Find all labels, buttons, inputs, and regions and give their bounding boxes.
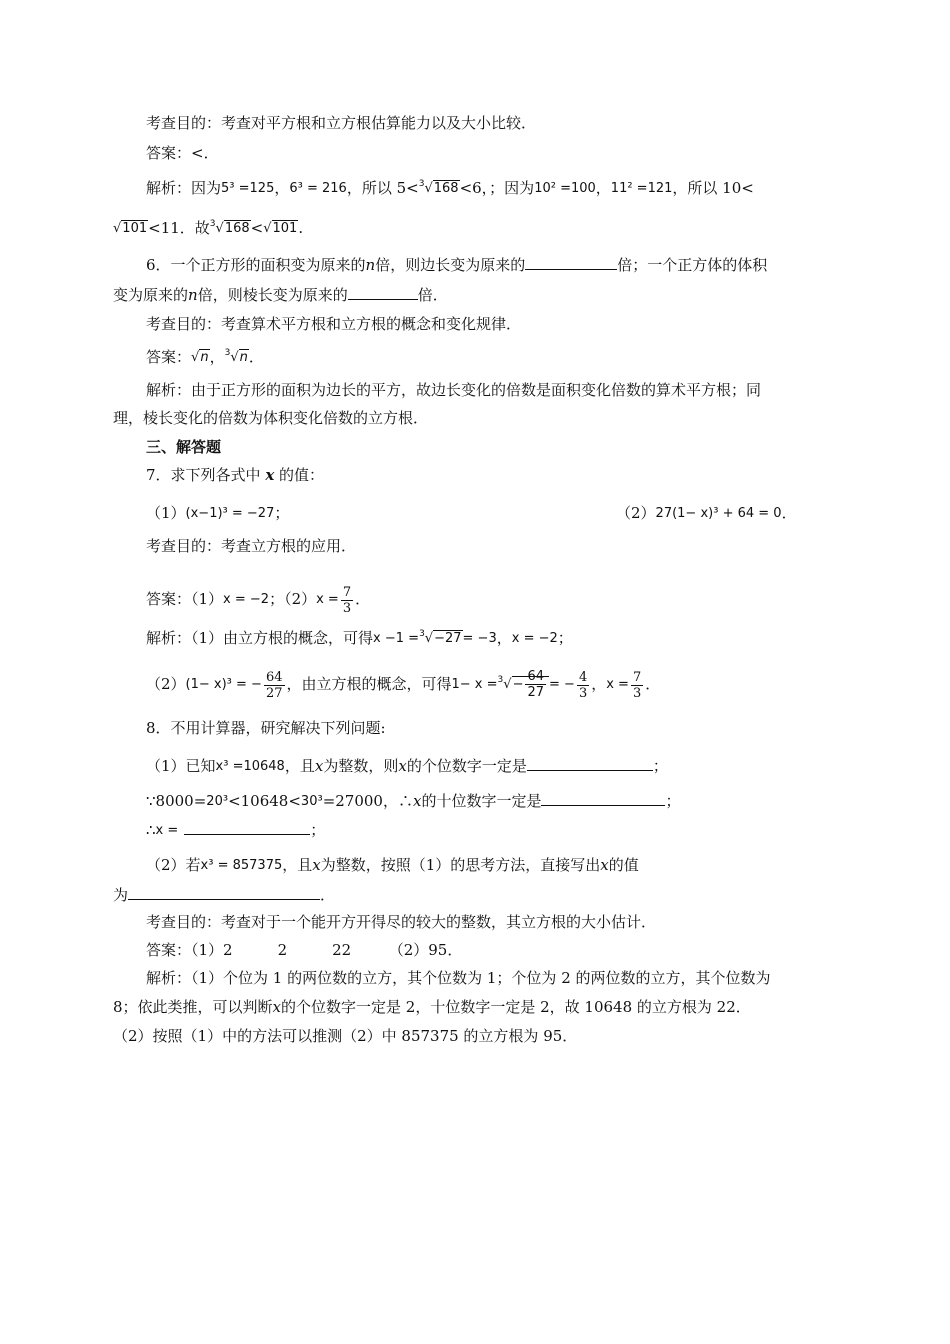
- purpose-line-7: 考查目的：考查立方根的应用．: [146, 537, 357, 555]
- text: ．: [248, 348, 264, 366]
- answer-blank[interactable]: [128, 884, 320, 900]
- var-x: x: [312, 856, 321, 874]
- section-heading: 三、解答题: [146, 438, 222, 456]
- var-n: n: [365, 256, 376, 274]
- analysis-line-6b: 理，棱长变化的倍数为体积变化倍数的立方根．: [113, 409, 429, 427]
- radicand: n: [200, 350, 209, 365]
- var-x: x: [272, 998, 282, 1016]
- text: .: [298, 219, 304, 237]
- text: <6，；因为: [459, 179, 535, 197]
- math-expr: x =: [316, 592, 339, 607]
- radicand: −27: [434, 630, 462, 646]
- question-8: 8．不用计算器，研究解决下列问题:: [146, 719, 386, 737]
- math-expr: = −: [549, 677, 575, 692]
- math-expr: x = −2: [223, 592, 270, 607]
- purpose-line-6: 考查目的：考查算术平方根和立方根的概念和变化规律．: [146, 315, 522, 333]
- text: =27000，∴: [322, 792, 413, 810]
- text: 倍，则边长变为原来的: [375, 256, 526, 274]
- numerator: 7: [342, 584, 352, 600]
- math-expr: 5³ =125: [221, 181, 275, 196]
- text: 8；依此类推，可以判断: [113, 998, 273, 1016]
- text: ．: [645, 675, 661, 693]
- math-expr: = −3: [462, 631, 497, 646]
- math-expr: 11² =121: [610, 181, 673, 196]
- analysis-line-8b: [113, 997, 751, 1017]
- var-n: n: [188, 286, 198, 304]
- denominator: 3: [632, 685, 642, 701]
- math-expr: 1− x =: [451, 677, 498, 692]
- numerator: 64: [527, 668, 545, 684]
- answer-blank[interactable]: [348, 284, 418, 300]
- numerator: 7: [632, 669, 642, 685]
- question-8-part1-line1: [146, 755, 668, 777]
- math-expr: x −1 =: [373, 631, 420, 646]
- text: ．: [355, 590, 371, 608]
- purpose-line-8: 考查目的：考查对于一个能开方开得尽的较大的整数，其立方根的大小估计．: [146, 913, 657, 931]
- question-8-part1-line2: [146, 790, 680, 812]
- text: <: [250, 219, 264, 237]
- fraction: [631, 670, 643, 701]
- fraction: [264, 670, 285, 701]
- var-x: x: [314, 757, 324, 775]
- question-7-eq2: [616, 503, 797, 524]
- fraction: [525, 669, 546, 700]
- denominator: 27: [265, 685, 283, 701]
- fraction: [577, 670, 589, 701]
- fraction: [341, 585, 353, 616]
- text: ；: [310, 821, 326, 839]
- cube-root-168: $^3$√168: [418, 178, 459, 196]
- var-x: x: [265, 466, 275, 484]
- text: 的个位数字一定是: [406, 757, 527, 775]
- radicand: 168: [224, 220, 250, 236]
- text: 的值: [608, 856, 639, 874]
- text: ，由立方根的概念，可得: [286, 675, 452, 693]
- math-expr: x³ =10648: [215, 759, 285, 774]
- text: ，且: [282, 856, 313, 874]
- answer-blank[interactable]: [527, 755, 653, 771]
- text: ；: [557, 629, 573, 647]
- text: ∵8000=: [146, 792, 207, 810]
- radicand: n: [239, 349, 248, 365]
- text: 解析：因为: [146, 179, 222, 197]
- sqrt-n: √n: [191, 350, 209, 365]
- math-expr: (x−1)³ = −27: [185, 506, 275, 521]
- text: ；: [274, 504, 290, 522]
- math-expr: x³ = 857375: [200, 858, 283, 873]
- purpose-line-5: 考查目的：考查对平方根和立方根估算能力以及大小比较．: [146, 114, 537, 132]
- text: ，: [209, 348, 225, 366]
- math-expr: x = −2: [511, 631, 558, 646]
- text: <10648<: [228, 792, 301, 810]
- text: 倍，则棱长变为原来的: [197, 286, 348, 304]
- math-expr: 30³: [300, 794, 323, 809]
- answer-blank[interactable]: [525, 254, 617, 270]
- answer-line-7: [146, 581, 370, 618]
- text: 答案：: [146, 348, 192, 366]
- denominator: 27: [527, 684, 545, 700]
- text: 的值：: [274, 466, 325, 484]
- text: ∴: [146, 821, 156, 839]
- text: 倍．: [417, 286, 448, 304]
- text: ；（2）: [269, 590, 317, 608]
- radicand: 101: [122, 221, 148, 236]
- answer-line-5: 答案：<．: [146, 144, 219, 162]
- text: ，: [496, 629, 512, 647]
- question-6-line-1: [146, 254, 767, 275]
- cube-root-n: $^3$√n: [224, 347, 248, 365]
- text: （2）: [146, 675, 186, 693]
- math-expr: x =: [606, 677, 629, 692]
- denominator: 3: [578, 685, 588, 701]
- text: 6．一个正方形的面积变为原来的: [146, 256, 366, 274]
- var-x: x: [600, 856, 609, 874]
- text: （2）若: [146, 856, 201, 874]
- text: （1）: [146, 504, 186, 522]
- answer-line-6: [146, 347, 264, 369]
- var-x: x: [412, 792, 422, 810]
- var-x: x: [398, 757, 407, 775]
- denominator: 3: [342, 600, 352, 616]
- math-expr: 27(1− x)³ + 64 = 0: [655, 506, 782, 521]
- sqrt-101: √101: [263, 221, 298, 236]
- analysis-line-7b: [146, 664, 660, 706]
- answer-line-8: 答案：（1）2 2 22 （2）95．: [146, 941, 463, 959]
- text: ，: [595, 179, 611, 197]
- answer-blank[interactable]: [541, 790, 665, 806]
- radicand: 168: [433, 180, 459, 196]
- math-expr: 20³: [206, 794, 229, 809]
- cube-root-168: $^3$√168: [209, 218, 250, 236]
- text: ．: [320, 886, 336, 904]
- text: ，所以 5<: [346, 179, 419, 197]
- sqrt-101: √101: [113, 221, 148, 236]
- text: 7．求下列各式中: [146, 466, 266, 484]
- text: 解析：（1）由立方根的概念，可得: [146, 629, 374, 647]
- numerator: 64: [265, 669, 283, 685]
- text: 变为原来的: [113, 286, 189, 304]
- question-8-part2-line2: [113, 884, 335, 905]
- answer-blank[interactable]: [184, 819, 310, 835]
- analysis-line-6a: 解析：由于正方形的面积为边长的平方，故边长变化的倍数是面积变化倍数的算术平方根；同: [146, 381, 762, 399]
- question-8-part2-line1: [146, 855, 639, 876]
- text: ，所以 10<: [672, 179, 754, 197]
- text: ，: [591, 675, 607, 693]
- text: ；: [665, 792, 681, 810]
- math-expr: x =: [155, 823, 179, 838]
- math-expr: (1− x)³ = −: [185, 677, 262, 692]
- text: 倍；一个正方体的体积: [617, 256, 768, 274]
- minus-sign: −: [512, 676, 524, 692]
- numerator: 4: [578, 669, 588, 685]
- text: 答案：（1）: [146, 590, 224, 608]
- analysis-line-8c: （2）按照（1）中的方法可以推测（2）中 857375 的立方根为 95．: [113, 1027, 578, 1045]
- text: （2）: [616, 504, 656, 522]
- text: ．: [781, 504, 797, 522]
- question-7-eq1: [146, 503, 289, 524]
- analysis-line-5a: [146, 178, 754, 200]
- radicand: 101: [272, 221, 298, 236]
- text: 的个位数字一定是 2，十位数字一定是 2，故 10648 的立方根为 22．: [281, 998, 751, 1016]
- cube-root-minus-27: $^3$√−27: [419, 628, 462, 646]
- text: ，且: [284, 757, 315, 775]
- text: （1）已知: [146, 757, 216, 775]
- text: 的十位数字一定是: [421, 792, 542, 810]
- question-8-part1-line3: [146, 819, 325, 841]
- cube-root-fraction: $^3$√− $\frac{64}{27}$: [498, 665, 549, 706]
- text: 为整数，按照（1）的思考方法，直接写出: [320, 856, 601, 874]
- text: ，: [274, 179, 290, 197]
- math-expr: 10² =100: [534, 181, 596, 196]
- analysis-line-5b: [113, 218, 303, 240]
- text: 为整数，则: [323, 757, 399, 775]
- analysis-line-8a: 解析：（1）个位为 1 的两位数的立方，其个位数为 1；个位为 2 的两位数的立方，其个位数为: [146, 969, 771, 987]
- math-expr: 6³ = 216: [289, 181, 347, 196]
- text: ；: [652, 757, 668, 775]
- text: 为: [113, 886, 129, 904]
- analysis-line-7a: [146, 628, 573, 650]
- question-6-line-2: [113, 284, 448, 305]
- question-7: [146, 465, 324, 485]
- text: <11．故: [148, 219, 210, 237]
